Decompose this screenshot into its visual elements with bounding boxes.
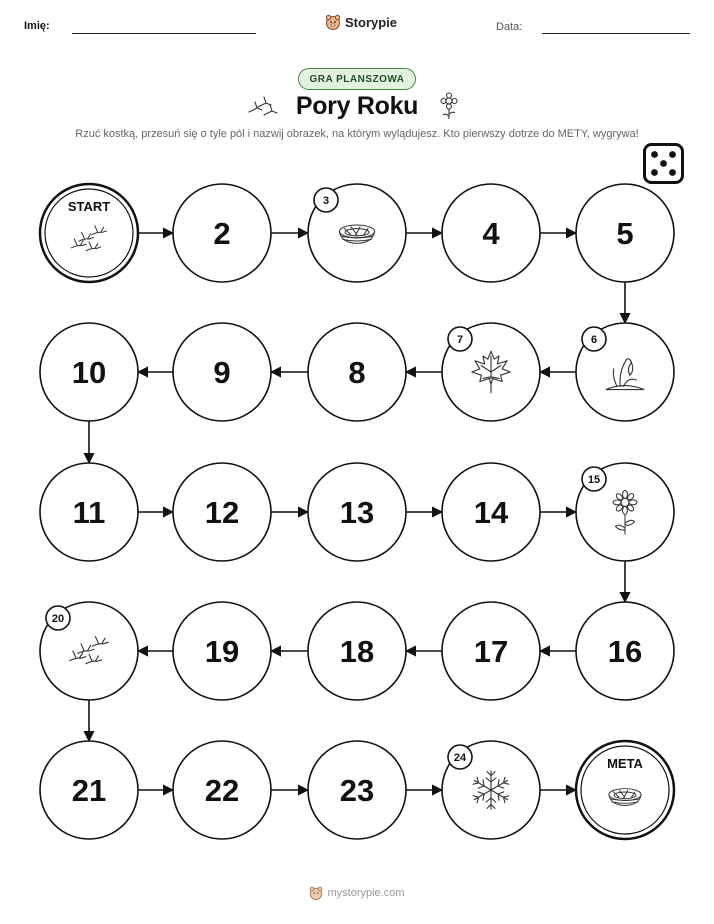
space-number: 20 [51, 613, 65, 625]
space-number: 15 [587, 474, 601, 486]
page-title: Pory Roku [295, 92, 419, 120]
space-number: 18 [339, 634, 375, 669]
board-space-10[interactable] [40, 323, 138, 421]
board-space-8[interactable] [308, 323, 406, 421]
space-number: 16 [607, 634, 643, 669]
space-number: 21 [71, 773, 107, 808]
space-number: 2 [213, 216, 231, 251]
board-space-23[interactable] [308, 741, 406, 839]
board-space-20[interactable] [40, 602, 138, 700]
board-space-21[interactable] [40, 741, 138, 839]
space-number: 17 [473, 634, 509, 669]
space-label: START [67, 199, 111, 214]
board-space-7[interactable] [442, 323, 540, 421]
board-space-16[interactable] [576, 602, 674, 700]
footer-url[interactable]: mystorypie.com [327, 887, 405, 899]
space-number: 12 [204, 495, 240, 530]
board-space-2[interactable] [173, 184, 271, 282]
space-number: 8 [348, 355, 366, 390]
board-space-12[interactable] [173, 463, 271, 561]
board-space-18[interactable] [308, 602, 406, 700]
name-label: Imię: [24, 20, 50, 32]
board-space-13[interactable] [308, 463, 406, 561]
space-number: 5 [616, 216, 634, 251]
instructions: Rzuć kostką, przesuń się o tyle pól i nazwij obrazek, na którym wylądujesz. Kto pierwszy dotrze do METY, wygrywa! [75, 128, 639, 140]
storypie-mascot-icon [309, 886, 323, 900]
space-number: 11 [72, 495, 106, 530]
footer [0, 886, 714, 900]
board-space-4[interactable] [442, 184, 540, 282]
board-space-14[interactable] [442, 463, 540, 561]
board-space-25[interactable] [576, 741, 674, 839]
board-space-1[interactable] [40, 184, 138, 282]
space-number: 6 [590, 334, 598, 346]
board-space-17[interactable] [442, 602, 540, 700]
space-number: 14 [473, 495, 509, 530]
game-type-badge: GRA PLANSZOWA [298, 68, 416, 90]
space-number: 22 [204, 773, 240, 808]
space-number: 23 [339, 773, 375, 808]
date-label: Data: [496, 21, 523, 33]
space-number: 4 [482, 216, 500, 251]
space-label: META [607, 756, 643, 771]
space-number: 19 [204, 634, 240, 669]
space-number: 3 [322, 195, 330, 207]
space-number: 10 [71, 355, 107, 390]
space-number: 24 [453, 752, 467, 764]
board-space-15[interactable] [576, 463, 674, 561]
space-number: 9 [213, 355, 231, 390]
board-space-19[interactable] [173, 602, 271, 700]
board-space-11[interactable] [40, 463, 138, 561]
board-space-6[interactable] [576, 323, 674, 421]
brand-name: Storypie [345, 14, 398, 30]
board-space-5[interactable] [576, 184, 674, 282]
board-space-22[interactable] [173, 741, 271, 839]
board-space-24[interactable] [442, 741, 540, 839]
board-space-9[interactable] [173, 323, 271, 421]
space-number: 13 [339, 495, 375, 530]
board-space-3[interactable] [308, 184, 406, 282]
space-number: 7 [456, 334, 464, 346]
